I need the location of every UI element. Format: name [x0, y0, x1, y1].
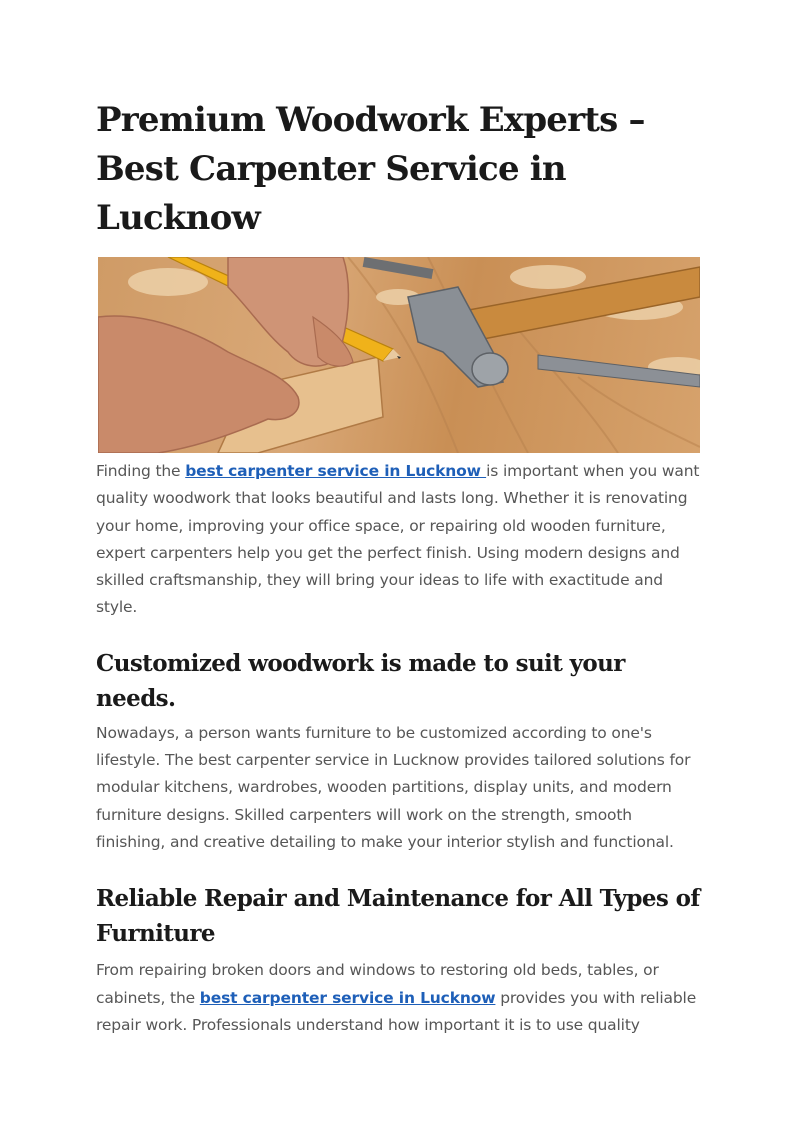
section-heading-repair: Reliable Repair and Maintenance for All Types of Furniture — [96, 885, 700, 948]
customized-paragraph: Nowadays, a person wants furniture to be customized according to one's lifestyle. The best carpenter service in Lucknow provides tailored solutions for modular kitchens, wardrobes, wooden partitions, display units, and modern furniture designs. Skilled carpenters will work on the strength, smooth finishing, and creative detailing to make your interior stylish and functional. — [96, 723, 691, 851]
rasp-file — [363, 257, 434, 279]
article — [96, 96, 700, 1039]
repair-text-before: From repairing broken doors and windows to restoring old beds, tables, or cabinets, the — [96, 961, 659, 1007]
carpenter-service-link-2[interactable]: best carpenter service in Lucknow — [199, 988, 496, 1007]
hammer-face — [472, 353, 508, 385]
carpenter-service-link[interactable]: best carpenter service in Lucknow — [185, 462, 487, 480]
section-heading-customized: Customized woodwork is made to suit your needs. — [96, 649, 625, 712]
intro-text-after: is important when you want quality woodwork that looks beautiful and lasts long. Whether it is renovating your home, improving your office space, or repairing old wooden furniture, expert carpenters help you get the perfect finish. Using modern designs and skilled craftsmanship, they will bring your ideas to life with exactitude and style. — [96, 462, 700, 617]
hero-image — [98, 257, 700, 453]
repair-paragraph — [96, 957, 700, 1039]
carpenter-tools-illustration — [98, 257, 700, 453]
intro-paragraph — [96, 458, 700, 622]
intro-text-before: Finding the — [96, 462, 186, 480]
page-title: Premium Woodwork Experts – Best Carpenter Service in Lucknow — [96, 100, 645, 238]
repair-text-after: provides you with reliable repair work. Professionals understand how important it is to use quality — [96, 988, 697, 1034]
